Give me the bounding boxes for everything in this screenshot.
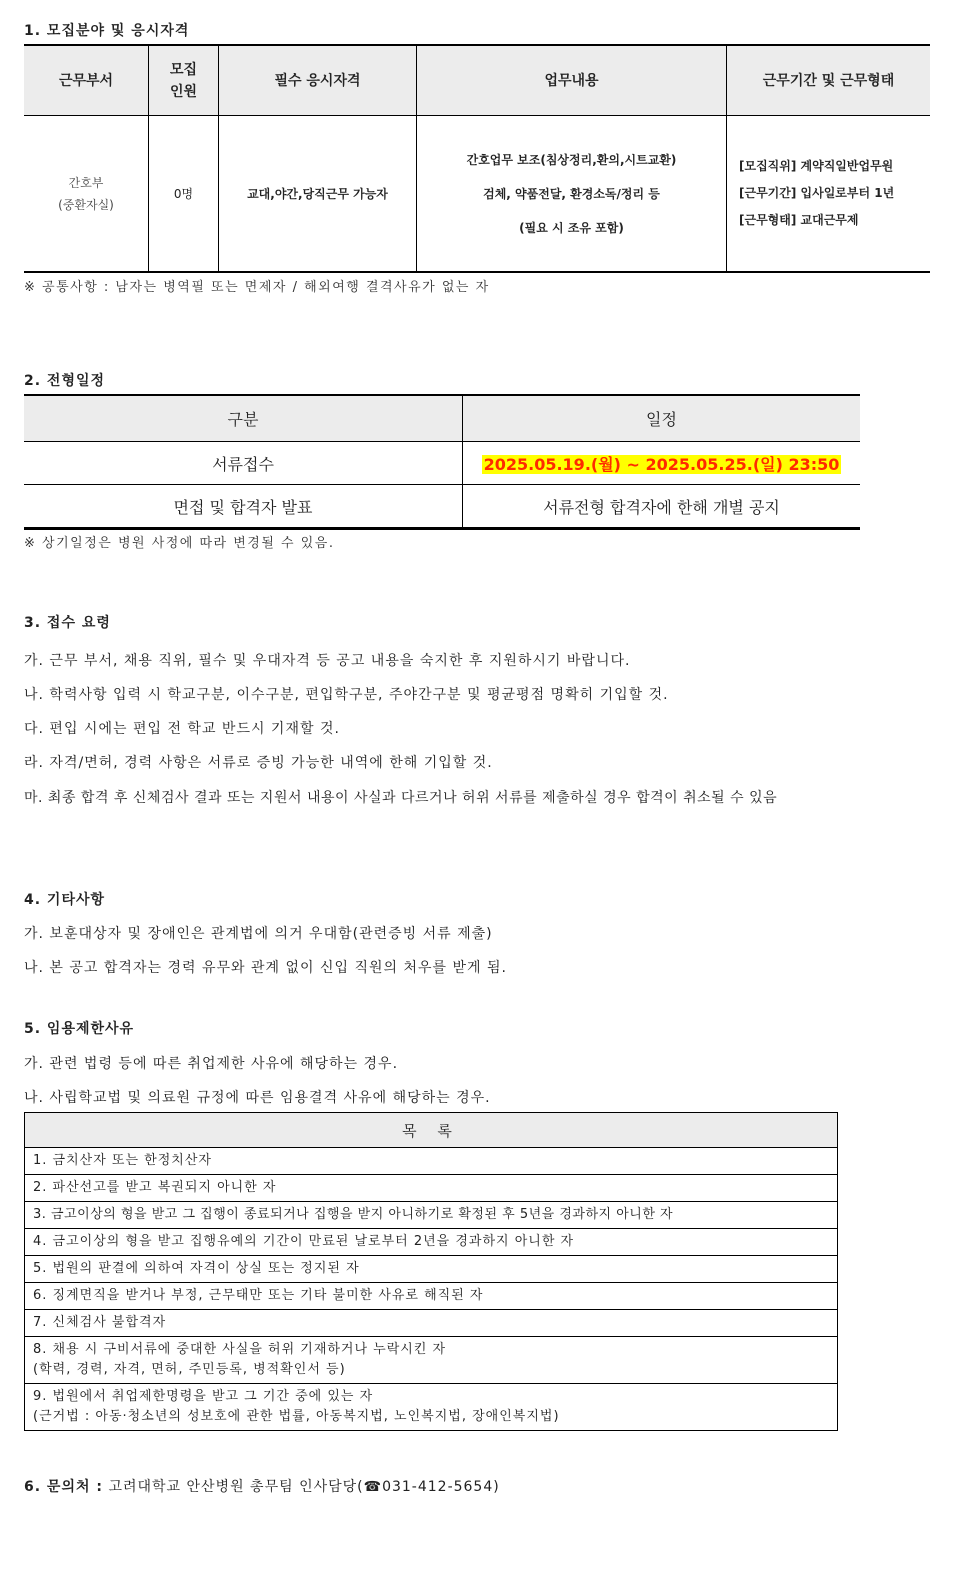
list-item (25, 1148, 838, 1175)
section5-item: 나. 사립학교법 및 의료원 규정에 따른 임용결격 사유에 해당하는 경우. (24, 1090, 491, 1106)
list-item-text: 5. 법원의 판결에 의하여 자격이 상실 또는 정지된 자 (25, 1256, 838, 1283)
dept-name: 간호부 (68, 175, 104, 190)
table-row (24, 485, 860, 529)
duty-line: (필요 시 조유 포함) (519, 220, 624, 235)
header-duties: 업무내용 (417, 45, 727, 116)
duty-line: 간호업무 보조(침상정리,환의,시트교환) (466, 152, 677, 167)
header-dept: 근무부서 (24, 45, 149, 116)
count-cell: 0명 (149, 116, 219, 273)
header-terms: 근무기간 및 근무형태 (727, 45, 931, 116)
schedule-label: 면접 및 합격자 발표 (24, 485, 463, 529)
section6-title: 6. 문의처 : (24, 1479, 103, 1495)
list-item-text: 2. 파산선고를 받고 복권되지 아니한 자 (25, 1175, 838, 1202)
list-item-line: 8. 채용 시 구비서류에 중대한 사실을 허위 기재하거나 누락시킨 자 (33, 1342, 447, 1357)
list-item-line: (근거법 : 아동·청소년의 성보호에 관한 법률, 아동복지법, 노인복지법, 장애인복지법) (33, 1409, 560, 1424)
schedule-value: 서류전형 합격자에 한해 개별 공지 (543, 497, 780, 517)
table-row (24, 116, 930, 273)
list-item (25, 1384, 838, 1431)
section4-item: 가. 보훈대상자 및 장애인은 관계법에 의거 우대함(관련증빙 서류 제출) (24, 926, 493, 942)
section3-item: 나. 학력사항 입력 시 학교구분, 이수구분, 편입학구분, 주야간구분 및 평균평점 명확히 기입할 것. (24, 687, 669, 703)
list-item-text: 4. 금고이상의 형을 받고 집행유예의 기간이 만료된 날로부터 2년을 경과하지 아니한 자 (25, 1229, 838, 1256)
header-qualification: 필수 응시자격 (219, 45, 417, 116)
section3-title: 3. 접수 요령 (24, 615, 111, 631)
list-item (25, 1229, 838, 1256)
section4-item: 나. 본 공고 합격자는 경력 유무와 관계 없이 신입 직원의 처우를 받게 됨. (24, 960, 507, 976)
terms-cell (727, 116, 931, 273)
section4-title: 4. 기타사항 (24, 892, 106, 908)
list-item (25, 1202, 838, 1229)
list-item-line: 9. 법원에서 취업제한명령을 받고 그 기간 중에 있는 자 (33, 1389, 374, 1404)
application-period: 2025.05.19.(월) ~ 2025.05.25.(일) 23:50 (483, 454, 840, 474)
schedule-label: 서류접수 (24, 442, 463, 485)
section5-title: 5. 임용제한사유 (24, 1021, 135, 1037)
header-count: 모집 인원 (149, 45, 219, 116)
section2-title: 2. 전형일정 (24, 373, 106, 389)
list-item-text: 3. 금고이상의 형을 받고 그 집행이 종료되거나 집행을 받지 아니하기로 확정된 후 5년을 경과하지 아니한 자 (25, 1202, 838, 1229)
list-item (25, 1283, 838, 1310)
term-line: [근무형태] 교대근무제 (739, 213, 859, 227)
contact-line (24, 1476, 500, 1496)
qualification-cell: 교대,야간,당직근무 가능자 (219, 116, 417, 273)
list-item-text: 6. 징계면직을 받거나 부정, 근무태만 또는 기타 불미한 사유로 해직된 자 (25, 1283, 838, 1310)
section3-item: 다. 편입 시에는 편입 전 학교 반드시 기재할 것. (24, 721, 340, 737)
header-schedule: 일정 (463, 395, 861, 442)
list-item (25, 1310, 838, 1337)
list-item (25, 1256, 838, 1283)
list-item (25, 1175, 838, 1202)
duties-cell (417, 116, 727, 273)
list-item-text: 1. 금치산자 또는 한정치산자 (25, 1148, 838, 1175)
header-category: 구분 (24, 395, 463, 442)
section3-item: 마. 최종 합격 후 신체검사 결과 또는 지원서 내용이 사실과 다르거나 허위 서류를 제출하실 경우 합격이 취소될 수 있음 (24, 790, 778, 806)
term-line: [근무기간] 입사일로부터 1년 (739, 186, 895, 200)
section5-item: 가. 관련 법령 등에 따른 취업제한 사유에 해당하는 경우. (24, 1056, 399, 1072)
contact-info: 고려대학교 안산병원 총무팀 인사담당(☎031-412-5654) (108, 1479, 500, 1495)
recruitment-table (24, 44, 930, 273)
list-header: 목 록 (25, 1113, 838, 1148)
section1-note: ※ 공통사항 : 남자는 병역필 또는 면제자 / 해외여행 결격사유가 없는 자 (24, 280, 490, 295)
list-item-text (25, 1337, 838, 1384)
list-item-line: (학력, 경력, 자격, 면허, 주민등록, 병적확인서 등) (33, 1362, 346, 1377)
table-row (24, 442, 860, 485)
disqualification-table (24, 1112, 838, 1431)
list-item-text (25, 1384, 838, 1431)
section1-title: 1. 모집분야 및 응시자격 (24, 23, 190, 39)
dept-cell (24, 116, 149, 273)
schedule-table (24, 394, 860, 530)
list-item-text: 7. 신체검사 불합격자 (25, 1310, 838, 1337)
section3-item: 라. 자격/면허, 경력 사항은 서류로 증빙 가능한 내역에 한해 기입할 것. (24, 755, 493, 771)
section2-note: ※ 상기일정은 병원 사정에 따라 변경될 수 있음. (24, 536, 335, 551)
term-line: [모집직위] 계약직일반업무원 (739, 159, 894, 173)
dept-sub: (중환자실) (58, 197, 114, 212)
schedule-value-cell (463, 442, 861, 485)
section3-item: 가. 근무 부서, 채용 직위, 필수 및 우대자격 등 공고 내용을 숙지한 후 지원하시기 바랍니다. (24, 653, 631, 669)
duty-line: 검체, 약품전달, 환경소독/정리 등 (483, 186, 660, 201)
list-item (25, 1337, 838, 1384)
